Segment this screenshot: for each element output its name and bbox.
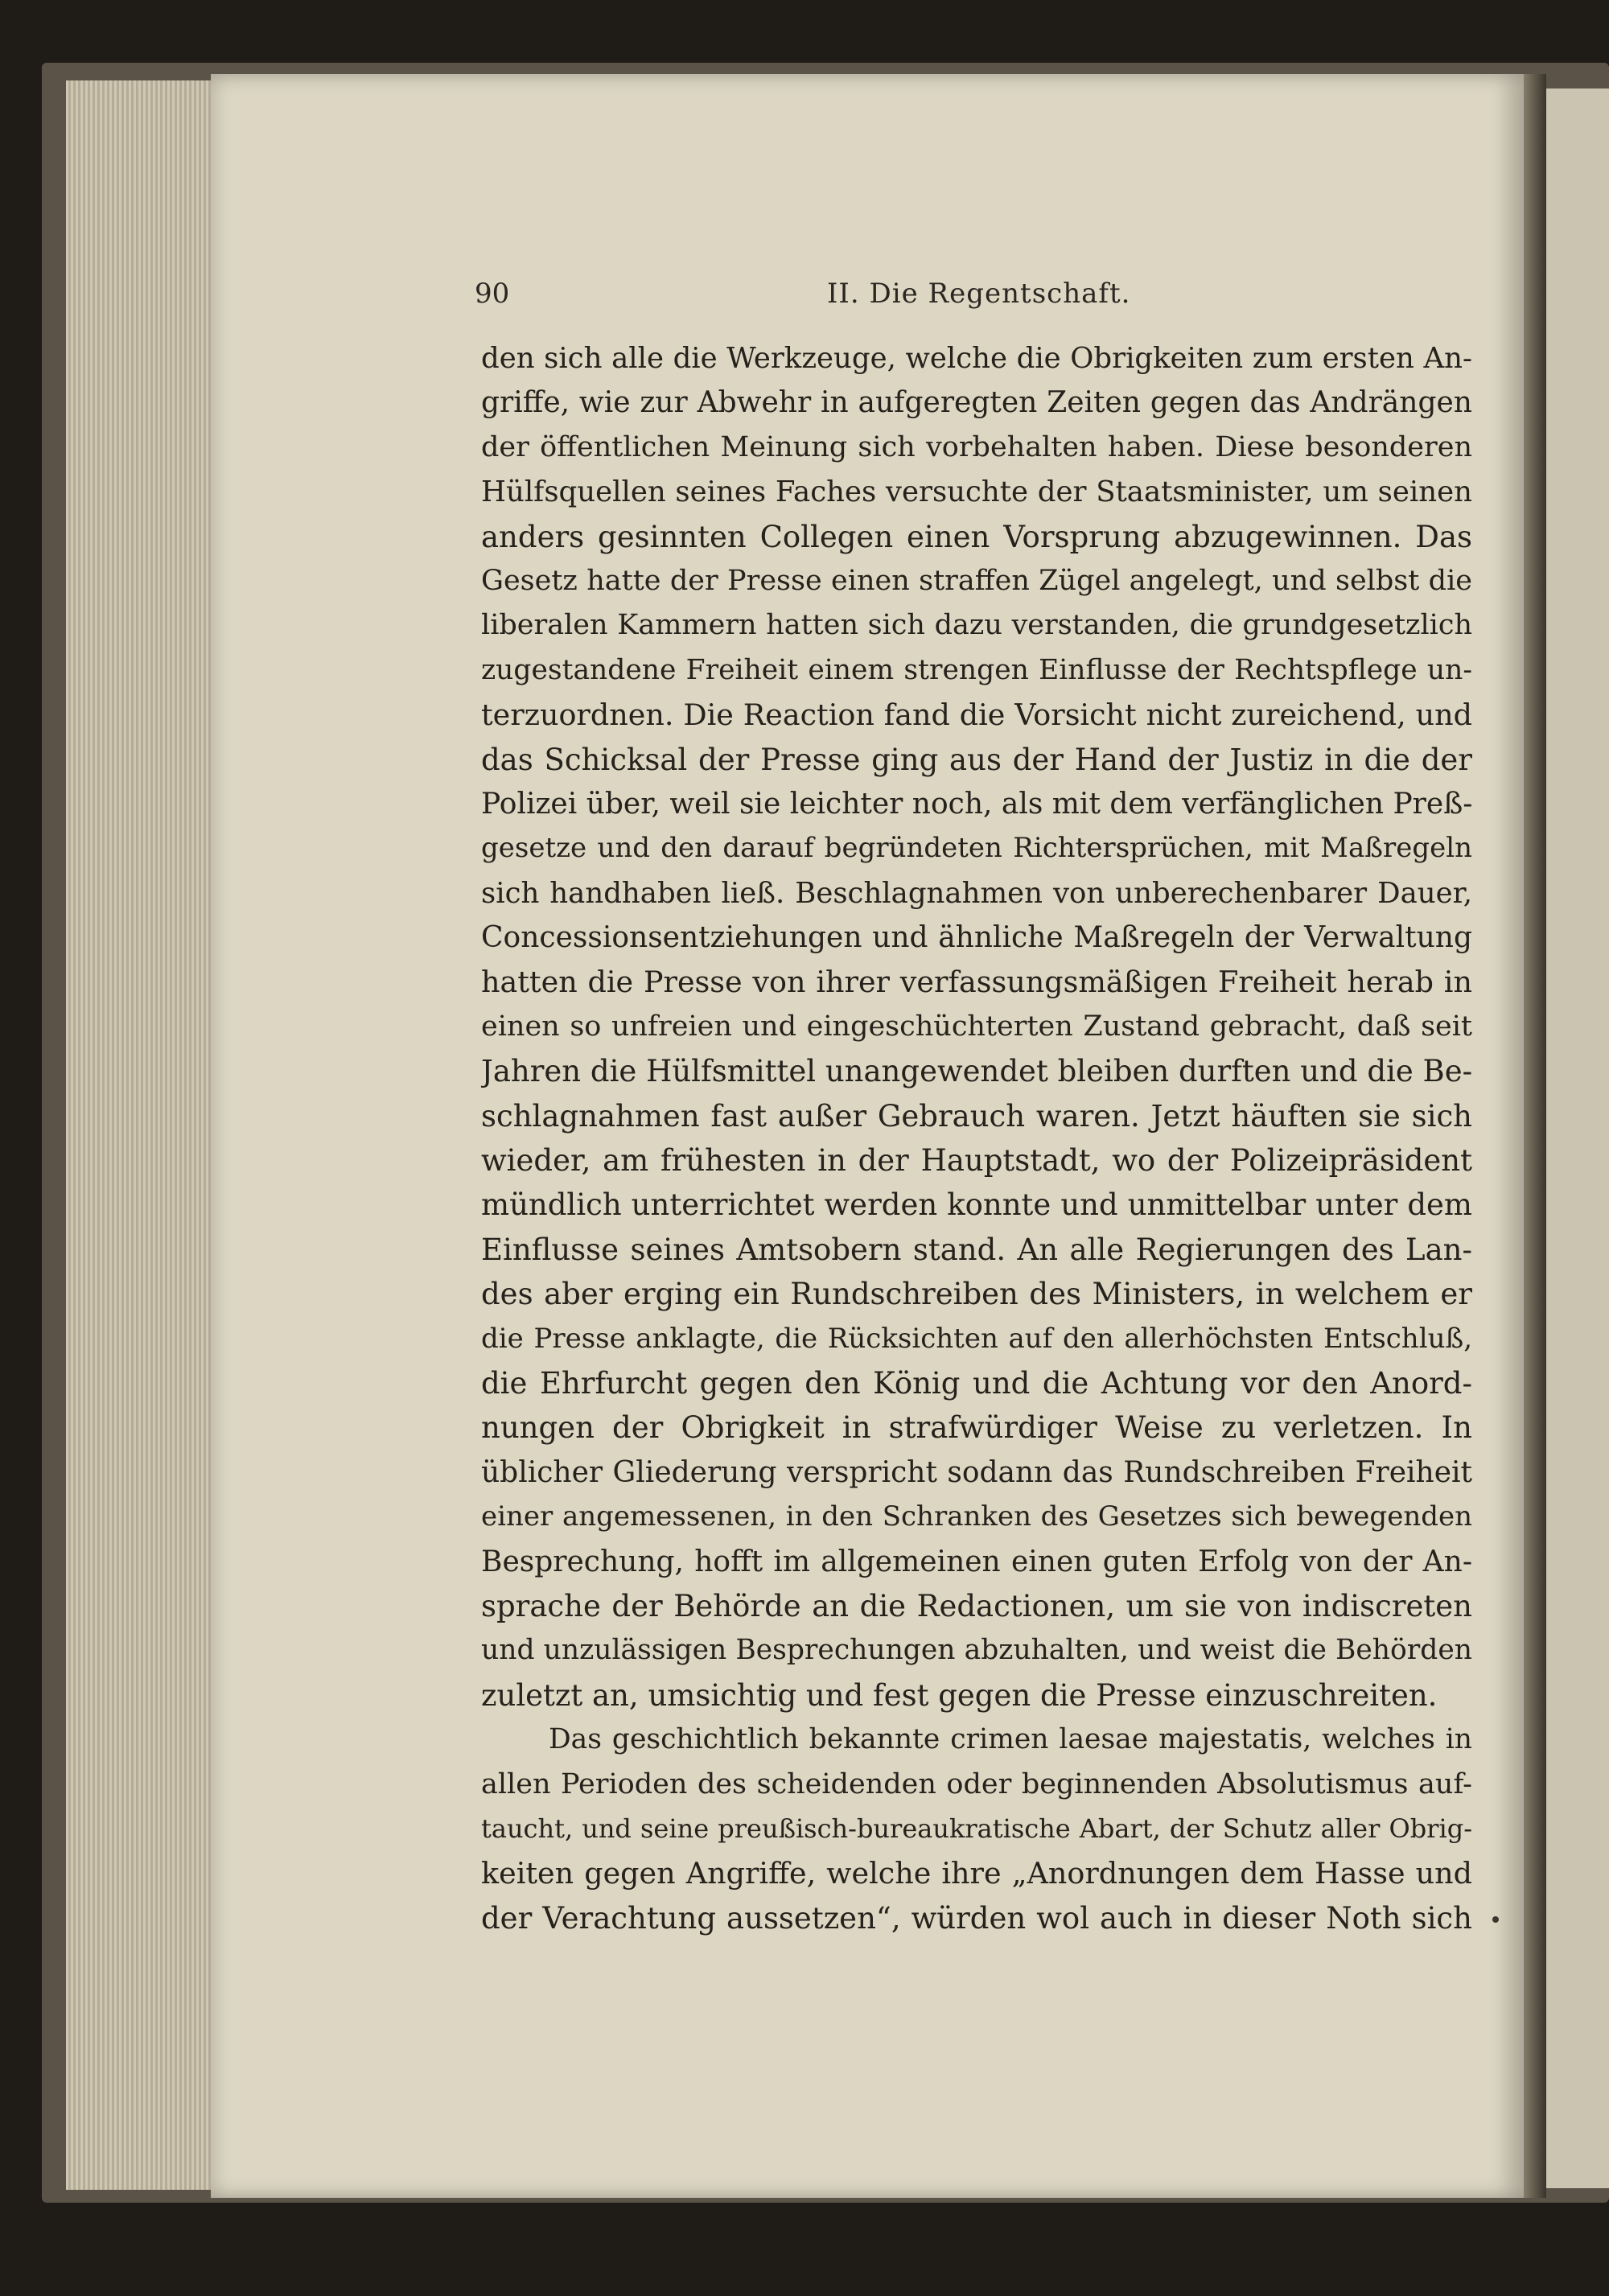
text-line: keiten gegen Angriffe, welche ihre „Anordnungen dem Hasse und <box>481 1856 1472 1891</box>
text-line: wieder, am frühesten in der Hauptstadt, wo der Polizeipräsident <box>481 1143 1472 1179</box>
text-line: der öffentlichen Meinung sich vorbehalten haben. Diese besonderen <box>481 430 1472 463</box>
text-line: Hülfsquellen seines Faches versuchte der Staatsminister, um seinen <box>481 475 1472 509</box>
facing-page-edge <box>1546 88 1609 2188</box>
text-line: die Ehrfurcht gegen den König und die Achtung vor den Anord- <box>481 1365 1472 1401</box>
text-line: terzuordnen. Die Reaction fand die Vorsicht nicht zureichend, und <box>481 697 1472 733</box>
text-line: sprache der Behörde an die Redactionen, um sie von indiscreten <box>481 1588 1472 1623</box>
text-line: der Verachtung aussetzen“, würden wol auch in dieser Noth sich <box>481 1900 1472 1936</box>
text-line: das Schicksal der Presse ging aus der Hand der Justiz in die der <box>481 742 1472 777</box>
text-line: mündlich unterrichtet werden konnte und unmittelbar unter dem <box>481 1187 1472 1223</box>
text-line: zugestandene Freiheit einem strengen Einflusse der Rechtspflege un- <box>481 653 1472 686</box>
text-line: und unzulässigen Besprechungen abzuhalten, und weist die Behörden <box>481 1634 1472 1667</box>
paragraph-1 <box>481 336 1472 1718</box>
page-header <box>475 270 1488 318</box>
book-gutter <box>1524 74 1546 2198</box>
page-number: 90 <box>475 278 510 310</box>
text-line: einen so unfreien und eingeschüchterten Zustand gebracht, daß seit <box>481 1010 1472 1043</box>
text-line: den sich alle die Werkzeuge, welche die Obrigkeiten zum ersten An- <box>481 342 1472 375</box>
text-line: griffe, wie zur Abwehr in aufgeregten Zeiten gegen das Andrängen <box>481 386 1472 420</box>
text-line: nungen der Obrigkeit in strafwürdiger Weise zu verletzen. In <box>481 1410 1472 1446</box>
text-line: des aber erging ein Rundschreiben des Ministers, in welchem er <box>481 1277 1472 1312</box>
text-line: liberalen Kammern hatten sich dazu verstanden, die grundgesetzlich <box>481 609 1472 642</box>
body-text <box>481 336 1472 1940</box>
text-line: schlagnahmen fast außer Gebrauch waren. Jetzt häuften sie sich <box>481 1098 1472 1134</box>
text-line: Jahren die Hülfsmittel unangewendet bleiben durften und die Be- <box>481 1054 1472 1089</box>
text-line: Das geschichtlich bekannte crimen laesae majestatis, welches in <box>549 1723 1472 1756</box>
text-line: die Presse anklagte, die Rücksichten auf den allerhöchsten Entschluß, <box>481 1322 1472 1355</box>
text-line: üblicher Gliederung verspricht sodann das Rundschreiben Freiheit <box>481 1455 1472 1489</box>
running-head: II. Die Regentschaft. <box>827 278 1131 310</box>
text-line: allen Perioden des scheidenden oder beginnenden Absolutismus auf- <box>481 1767 1472 1800</box>
paragraph-2 <box>481 1718 1472 1940</box>
text-line: gesetze und den darauf begründeten Richtersprüchen, mit Maßregeln <box>481 832 1472 865</box>
margin-mark <box>1492 1916 1499 1923</box>
text-line: hatten die Presse von ihrer verfassungsmäßigen Freiheit herab in <box>481 965 1472 1000</box>
text-line: Einflusse seines Amtsobern stand. An alle Regierungen des Lan- <box>481 1232 1472 1267</box>
text-line: Besprechung, hofft im allgemeinen einen guten Erfolg von der An- <box>481 1545 1472 1578</box>
text-line: einer angemessenen, in den Schranken des Gesetzes sich bewegenden <box>481 1500 1472 1533</box>
text-line: anders gesinnten Collegen einen Vorsprung abzugewinnen. Das <box>481 519 1472 554</box>
text-line: taucht, und seine preußisch-bureaukratische Abart, der Schutz aller Obrig- <box>481 1813 1472 1844</box>
text-line: Gesetz hatte der Presse einen straffen Zügel angelegt, und selbst die <box>481 564 1472 597</box>
text-line: Polizei über, weil sie leichter noch, als mit dem verfänglichen Preß- <box>481 787 1472 821</box>
text-line: zuletzt an, umsichtig und fest gegen die Presse einzuschreiten. <box>481 1677 1438 1713</box>
text-line: Concessionsentziehungen und ähnliche Maßregeln der Verwaltung <box>481 921 1472 955</box>
text-line: sich handhaben ließ. Beschlagnahmen von unberechenbarer Dauer, <box>481 876 1472 910</box>
